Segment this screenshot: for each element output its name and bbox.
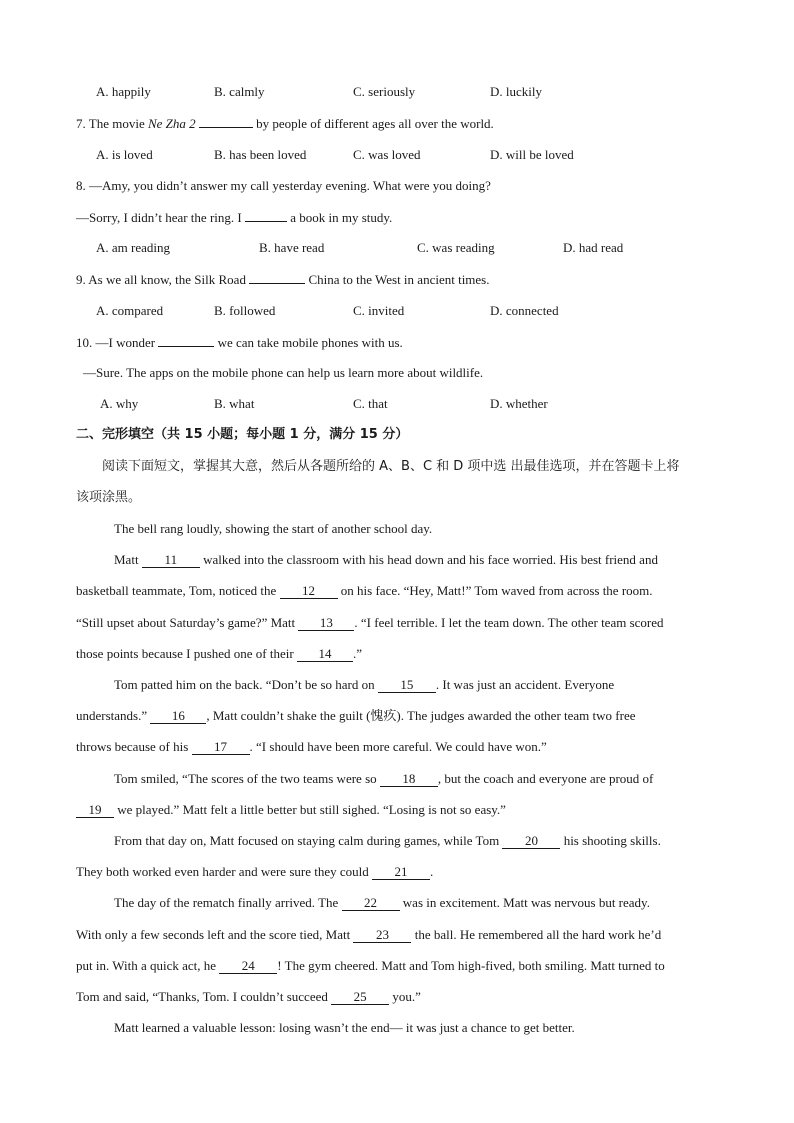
- q6-option-d: D. luckily: [490, 84, 542, 99]
- q10-option-d: D. whether: [490, 396, 548, 411]
- q6-option-a: A. happily: [96, 84, 151, 99]
- q8-option-a: A. am reading: [96, 240, 171, 255]
- passage-line: [76, 615, 664, 631]
- blank-17: 17: [192, 740, 250, 755]
- q9-stem-pre: 9. As we all know, the Silk Road: [76, 272, 246, 287]
- q8-line2-post: a book in my study.: [290, 210, 393, 225]
- q9-option-c: C. invited: [353, 303, 405, 318]
- passage-text: They both worked even harder and were sure they could: [76, 864, 369, 879]
- passage-text: was in excitement. Matt was nervous but ready.: [402, 895, 650, 910]
- blank-25: 25: [331, 990, 389, 1005]
- passage-line: [114, 771, 653, 787]
- blank-18: 18: [380, 772, 438, 787]
- passage-text: understands.”: [76, 708, 148, 723]
- passage-line: [114, 895, 650, 911]
- passage-text: those points because I pushed one of their: [76, 646, 294, 661]
- blank-14: 14: [297, 647, 353, 662]
- passage-text: on his face. “Hey, Matt!” Tom waved from across the room.: [340, 583, 653, 598]
- q7-stem-pre: The movie: [88, 116, 145, 131]
- passage-text: The day of the rematch finally arrived. The: [114, 895, 339, 910]
- passage-text: the ball. He remembered all the hard work he’d: [414, 927, 662, 942]
- q8-blank: [245, 209, 287, 222]
- passage-paragraph-1: The bell rang loudly, showing the start of another school day.: [114, 521, 433, 536]
- passage-text: With only a few seconds left and the score tied, Matt: [76, 927, 351, 942]
- passage-line: [76, 646, 362, 662]
- q9-option-b: B. followed: [214, 303, 276, 318]
- passage-text: throws because of his: [76, 739, 189, 754]
- blank-12: 12: [280, 584, 338, 599]
- q9-option-a: A. compared: [96, 303, 164, 318]
- q10-option-a: A. why: [100, 396, 139, 411]
- blank-13: 13: [298, 616, 354, 631]
- passage-text: ! The gym cheered. Matt and Tom high-fived, both smiling. Matt turned to: [277, 958, 665, 973]
- q8-line1: 8. —Amy, you didn’t answer my call yesterday evening. What were you doing?: [76, 178, 491, 193]
- q9-blank: [249, 271, 305, 284]
- q10-option-b: B. what: [214, 396, 255, 411]
- blank-11: 11: [142, 553, 200, 568]
- blank-24: 24: [219, 959, 277, 974]
- passage-text: we played.” Matt felt a little better but still sighed. “Losing is not so easy.”: [117, 802, 506, 817]
- q10-stem: [76, 334, 403, 351]
- passage-line: [76, 583, 653, 599]
- passage-text: Tom patted him on the back. “Don’t be so hard on: [114, 677, 375, 692]
- passage-text: “Still upset about Saturday’s game?” Matt: [76, 615, 296, 630]
- passage-line: [76, 802, 506, 818]
- passage-line: [76, 927, 661, 943]
- passage-line: [114, 552, 658, 568]
- passage-text: . It was just an accident. Everyone: [435, 677, 615, 692]
- q10-stem-pre: 10. —I wonder: [76, 335, 156, 350]
- passage-line: [76, 989, 421, 1005]
- blank-19: 19: [76, 803, 114, 818]
- passage-text: Matt: [114, 552, 139, 567]
- passage-text: , but the coach and everyone are proud of: [437, 771, 654, 786]
- q8-option-b: B. have read: [259, 240, 325, 255]
- q8-line2: [76, 209, 392, 226]
- passage-text: Tom smiled, “The scores of the two teams were so: [114, 771, 377, 786]
- passage-text: you.”: [392, 989, 421, 1004]
- q7-option-d: D. will be loved: [490, 147, 574, 162]
- passage-line: [76, 958, 665, 974]
- passage-line: [114, 833, 661, 849]
- q7-option-b: B. has been loved: [214, 147, 307, 162]
- passage-text: From that day on, Matt focused on staying calm during games, while Tom: [114, 833, 500, 848]
- q10-blank: [158, 334, 214, 347]
- passage-paragraph-7: Matt learned a valuable lesson: losing wasn’t the end— it was just a chance to get better.: [114, 1020, 575, 1035]
- q9-stem: [76, 271, 490, 288]
- section2-instruction-line2: 该项涂黑。: [76, 490, 142, 505]
- passage-text: walked into the classroom with his head down and his face worried. His best friend and: [203, 552, 658, 567]
- passage-text: Tom and said, “Thanks, Tom. I couldn’t succeed: [76, 989, 328, 1004]
- passage-text: . “I feel terrible. I let the team down. The other team scored: [354, 615, 664, 630]
- passage-text: . “I should have been more careful. We could have won.”: [249, 739, 547, 754]
- passage-text: .”: [352, 646, 362, 661]
- passage-line: [76, 708, 636, 724]
- passage-text: , Matt couldn’t shake the guilt (愧疚). The judges awarded the other team two free: [206, 708, 636, 723]
- q7-number: 7.: [76, 116, 86, 131]
- q7-stem: [76, 115, 494, 132]
- blank-16: 16: [150, 709, 206, 724]
- q7-movie-title: Ne Zha 2: [147, 116, 196, 131]
- q8-option-d: D. had read: [563, 240, 624, 255]
- passage-line: [76, 864, 433, 880]
- blank-23: 23: [353, 928, 411, 943]
- q10-option-c: C. that: [353, 396, 388, 411]
- q9-stem-post: China to the West in ancient times.: [308, 272, 490, 287]
- blank-21: 21: [372, 865, 430, 880]
- q7-option-a: A. is loved: [96, 147, 153, 162]
- passage-line: [114, 677, 614, 693]
- passage-text: basketball teammate, Tom, noticed the: [76, 583, 277, 598]
- q10-stem-post: we can take mobile phones with us.: [217, 335, 403, 350]
- q7-blank: [199, 115, 253, 128]
- q8-line2-pre: —Sorry, I didn’t hear the ring. I: [76, 210, 242, 225]
- q6-option-c: C. seriously: [353, 84, 416, 99]
- q7-stem-post: by people of different ages all over the world.: [256, 116, 494, 131]
- passage-text: his shooting skills.: [563, 833, 661, 848]
- section2-heading: 二、完形填空（共 15 小题；每小题 1 分，满分 15 分）: [76, 427, 409, 442]
- q8-option-c: C. was reading: [417, 240, 495, 255]
- passage-text: put in. With a quick act, he: [76, 958, 217, 973]
- q10-line2: —Sure. The apps on the mobile phone can help us learn more about wildlife.: [83, 365, 484, 380]
- section2-instruction-line1: 阅读下面短文，掌握其大意，然后从各题所给的 A、B、C 和 D 项中选 出最佳选项，并在答题卡上将: [102, 459, 680, 474]
- q9-option-d: D. connected: [490, 303, 559, 318]
- blank-15: 15: [378, 678, 436, 693]
- q6-option-b: B. calmly: [214, 84, 265, 99]
- passage-line: [76, 739, 547, 755]
- q7-option-c: C. was loved: [353, 147, 421, 162]
- blank-22: 22: [342, 896, 400, 911]
- passage-text: .: [430, 864, 434, 879]
- blank-20: 20: [502, 834, 560, 849]
